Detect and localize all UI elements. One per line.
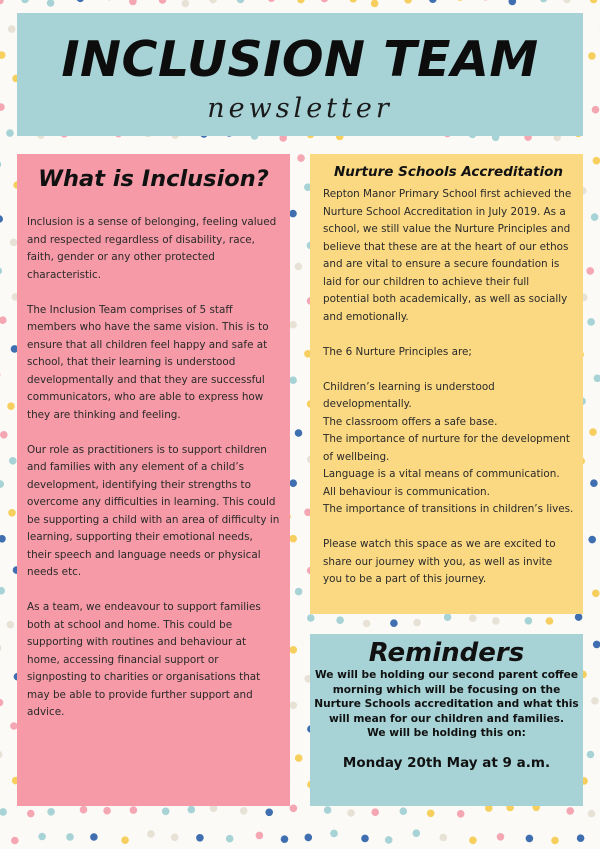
reminders-date: Monday 20th May at 9 a.m. xyxy=(342,754,551,771)
inclusion-paragraph: As a team, we endeavour to support families both at school and home. This could be supporting with routines and behaviour at home, accessing financial support or signposting to charities or organisations that may be able to provide further support and advice. xyxy=(27,601,261,718)
decorative-dot xyxy=(590,0,598,3)
decorative-dot xyxy=(290,702,298,710)
decorative-dot xyxy=(80,806,88,814)
inclusion-paragraph: Our role as practitioners is to support children and families with any element of a child’s development, identifying their strengths to overcome any difficulties in learning. This could be supporting a child with an area of difficulty in learning, supporting their emotional needs, their speech and language needs or physical needs etc. xyxy=(27,443,280,578)
inclusion-section xyxy=(17,154,290,806)
decorative-dot xyxy=(295,588,303,596)
decorative-dot xyxy=(77,0,85,2)
decorative-dot xyxy=(440,834,448,842)
decorative-dot xyxy=(371,0,379,7)
decorative-dot xyxy=(385,836,393,844)
decorative-dot xyxy=(295,754,303,762)
decorative-dot xyxy=(281,835,289,843)
decorative-dot xyxy=(577,834,585,842)
decorative-dot xyxy=(226,835,234,843)
page-subtitle: newsletter xyxy=(207,93,393,124)
decorative-dot xyxy=(289,321,297,329)
decorative-dot xyxy=(390,619,398,627)
list-item: The importance of nurture for the development of wellbeing. xyxy=(323,433,570,463)
decorative-dot xyxy=(256,832,264,840)
nurture-intro: Repton Manor Primary School first achieved the Nurture School Accreditation in July 2019. As a school, we still value the Nurture Principles and believe that these are at the heart of our ethos and are vital to ensure a secure foundation is laid for our children to achieve their full potential both academically, as well as socially and emotionally. xyxy=(323,188,572,323)
decorative-dot xyxy=(497,833,505,841)
decorative-dot xyxy=(240,807,248,815)
decorative-dot xyxy=(307,614,315,622)
decorative-dot xyxy=(363,620,371,628)
decorative-dot xyxy=(0,480,4,488)
decorative-dot xyxy=(289,376,297,384)
decorative-dot xyxy=(90,833,98,841)
decorative-dot xyxy=(196,834,204,842)
decorative-dot xyxy=(0,535,6,543)
decorative-dot xyxy=(297,0,305,3)
decorative-dot xyxy=(324,806,332,814)
nurture-heading: Nurture Schools Accreditation xyxy=(333,164,564,180)
decorative-dot xyxy=(575,613,583,621)
decorative-dot xyxy=(526,835,534,843)
decorative-dot xyxy=(11,837,19,845)
decorative-dot xyxy=(0,161,1,169)
decorative-dot xyxy=(171,834,179,842)
decorative-dot xyxy=(159,0,167,4)
decorative-dot xyxy=(349,0,357,3)
decorative-dot xyxy=(0,699,3,707)
decorative-dot xyxy=(289,479,297,487)
decorative-dot xyxy=(482,0,490,1)
decorative-dot xyxy=(587,318,595,326)
decorative-dot xyxy=(0,51,6,59)
decorative-dot xyxy=(182,0,190,7)
reminders-text: We will be holding our second parent coffee morning which will be focusing on the Nurture Schools accreditation and what this will mean for our children and families. xyxy=(314,669,579,725)
decorative-dot xyxy=(0,587,5,595)
decorative-dot xyxy=(0,316,7,324)
decorative-dot xyxy=(404,0,412,4)
decorative-dot xyxy=(7,621,15,629)
decorative-dot xyxy=(589,428,597,436)
decorative-dot xyxy=(586,267,594,275)
decorative-dot xyxy=(47,0,55,7)
decorative-dot xyxy=(469,837,477,845)
decorative-dot xyxy=(593,641,600,649)
decorative-dot xyxy=(103,807,111,815)
decorative-dot xyxy=(566,807,574,815)
inclusion-paragraph: The Inclusion Team comprises of 5 staff members who have the same vision. This is to ensure that all children feel happy and safe at school, that their learning is understood developmentally and that they are successful communicators, who are able to express how they are thinking and feeling. xyxy=(27,303,269,421)
decorative-dot xyxy=(265,809,273,817)
decorative-dot xyxy=(330,830,338,838)
nurture-closing: Please watch this space as we are excited to share our journey with you, as well as invite you to be a part of this journey. xyxy=(323,538,556,585)
inclusion-paragraph: Inclusion is a sense of belonging, feeling valued and respected regardless of disability, race, faith, gender or any other protected characteristic. xyxy=(27,216,277,281)
decorative-dot xyxy=(469,614,477,622)
reminders-text-2: We will be holding this on: xyxy=(367,727,526,739)
list-item: Children’s learning is understood developmentally. xyxy=(323,380,495,410)
decorative-dot xyxy=(492,617,500,625)
decorative-dot xyxy=(592,106,600,114)
decorative-dot xyxy=(209,0,217,3)
decorative-dot xyxy=(305,834,313,842)
decorative-dot xyxy=(8,509,16,517)
decorative-dot xyxy=(591,213,599,221)
decorative-dot xyxy=(456,0,464,1)
decorative-dot xyxy=(593,157,600,165)
nurture-principles-intro: The 6 Nurture Principles are; xyxy=(323,345,472,358)
decorative-dot xyxy=(162,808,170,816)
decorative-dot xyxy=(427,810,435,818)
decorative-dot xyxy=(336,616,344,624)
decorative-dot xyxy=(361,835,369,843)
decorative-dot xyxy=(7,402,15,410)
decorative-dot xyxy=(0,431,8,439)
decorative-dot xyxy=(546,617,554,625)
decorative-dot xyxy=(594,375,600,383)
decorative-dot xyxy=(0,267,2,275)
decorative-dot xyxy=(47,808,55,816)
decorative-dot xyxy=(129,0,137,5)
decorative-dot xyxy=(295,429,303,437)
decorative-dot xyxy=(413,829,421,837)
decorative-dot xyxy=(289,210,297,218)
decorative-dot xyxy=(0,0,4,4)
decorative-dot xyxy=(297,154,305,162)
decorative-dot xyxy=(525,617,533,625)
nurture-section xyxy=(310,154,583,614)
decorative-dot xyxy=(588,52,596,60)
header-banner xyxy=(17,13,583,136)
decorative-dot xyxy=(509,0,517,5)
decorative-dot xyxy=(0,808,7,816)
decorative-dot xyxy=(457,810,465,818)
decorative-dot xyxy=(587,751,595,759)
decorative-dot xyxy=(429,0,437,3)
list-item: The classroom offers a safe base. xyxy=(323,415,498,428)
decorative-dot xyxy=(588,810,596,818)
decorative-dot xyxy=(38,833,46,841)
decorative-dot xyxy=(347,809,355,817)
list-item: The importance of transitions in children’s lives. xyxy=(323,503,574,515)
decorative-dot xyxy=(66,833,74,841)
inclusion-heading: What is Inclusion? xyxy=(38,166,269,192)
decorative-dot xyxy=(290,646,298,654)
decorative-dot xyxy=(188,806,196,814)
decorative-dot xyxy=(147,830,155,838)
decorative-dot xyxy=(9,457,17,465)
decorative-dot xyxy=(0,103,5,111)
decorative-dot xyxy=(563,0,571,3)
list-item: Language is a vital means of communication. xyxy=(323,468,560,480)
list-item: All behaviour is communication. xyxy=(323,485,490,498)
decorative-dot xyxy=(6,129,14,137)
decorative-dot xyxy=(268,0,276,2)
decorative-dot xyxy=(444,613,452,621)
decorative-dot xyxy=(0,644,2,652)
page-title: INCLUSION TEAM xyxy=(61,31,539,88)
decorative-dot xyxy=(321,0,329,2)
decorative-dot xyxy=(121,836,129,844)
decorative-dot xyxy=(295,263,303,271)
decorative-dot xyxy=(21,0,29,3)
decorative-dot xyxy=(290,805,298,813)
decorative-dot xyxy=(27,810,35,818)
decorative-dot xyxy=(289,535,297,543)
decorative-dot xyxy=(551,837,559,845)
decorative-dot xyxy=(8,25,16,33)
decorative-dot xyxy=(400,807,408,815)
decorative-dot xyxy=(371,808,379,816)
decorative-dot xyxy=(0,215,3,223)
decorative-dot xyxy=(590,479,598,487)
nurture-principles-list xyxy=(323,379,574,519)
decorative-dot xyxy=(591,697,599,705)
decorative-dot xyxy=(592,590,600,598)
reminders-section xyxy=(310,634,583,806)
decorative-dot xyxy=(0,751,2,759)
decorative-dot xyxy=(237,0,245,3)
reminders-heading: Reminders xyxy=(368,638,525,668)
decorative-dot xyxy=(588,536,596,544)
decorative-dot xyxy=(540,0,548,2)
decorative-dot xyxy=(130,806,138,814)
decorative-dot xyxy=(413,619,421,627)
